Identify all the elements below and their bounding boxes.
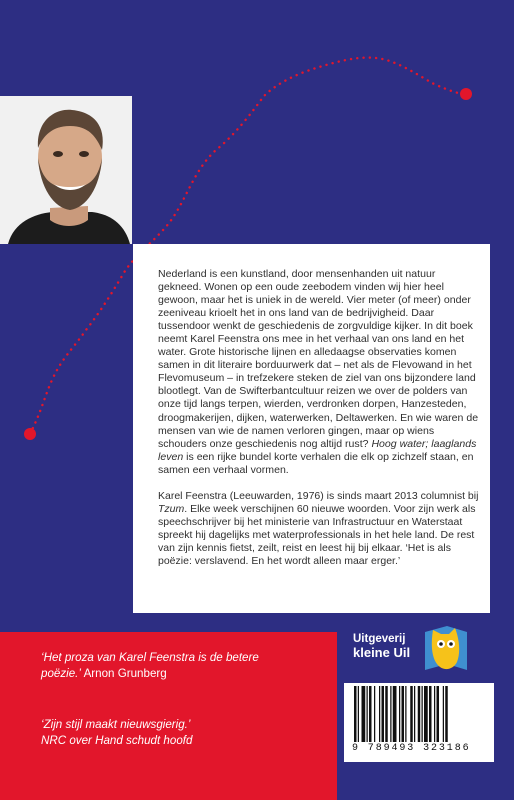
isbn-number: 9 789493 323186 <box>352 743 471 754</box>
bio-rest: . Elke week verschijnen 60 nieuwe woorden. Voor zijn werk als speechschrijver bij het ministerie van Infrastructuur en Waterstaat spreekt hij dagelijks met waterprofessionals in het hele land. De rest van zijn kennis fietst, zeilt, reist en leest hij bij elkaar. ‘Het is als poëzie: verslavend. En het wordt alleen maar erger.’ <box>158 503 476 568</box>
publisher-line-1: Uitgeverij <box>353 633 406 645</box>
barcode-icon <box>348 686 493 742</box>
review-quote-2 <box>41 717 301 749</box>
back-cover-blurb <box>158 268 481 477</box>
author-bio <box>158 490 481 568</box>
quote-1-author: Arnon Grunberg <box>83 667 167 680</box>
quote-2-text: ‘Zijn stijl maakt nieuwsgierig.’ <box>41 718 191 731</box>
blurb-text: Nederland is een kunstland, door mensenhanden uit natuur gekneed. Wonen op een oude zeebodem vinden wij hier heel gewoon, maar het is uniek in de wereld. Vier meter (of meer) onder zeeniveau krioelt het in ons land van de bedrijvigheid. Daar tussendoor wenkt de geschiedenis de zorgvuldige kijker. In dit boek neemt Karel Feenstra ons mee in het verhaal van ons land en het water. Grote historische lijnen en alledaagse observaties komen samen in dit literaire borduurwerk dat – net als de Flevowand in het Flevomuseum – in trefzekere steken de ziel van ons bijzondere land blootlegt. Van de Swifterbantcultuur reizen we over de polders van onze tijd langs terpen, wierden, verdronken dorpen, Hanzesteden, droogmakerijen, dijken, waterwerken, Deltawerken. En wie waren de mensen van wie de namen verloren gingen, maar op wiens schouders onze geschiedenis nog altijd rust? <box>158 268 479 450</box>
quote-2-author: NRC over Hand schudt hoofd <box>41 734 193 747</box>
publisher-line-2: kleine Uil <box>353 645 411 660</box>
barcode-area <box>344 683 494 762</box>
publisher-name <box>353 633 423 659</box>
author-photo <box>0 96 132 244</box>
review-quote-1 <box>41 650 301 682</box>
bio-lead: Karel Feenstra (Leeuwarden, 1976) is sinds maart 2013 columnist bij <box>158 490 479 502</box>
bio-outlet: Tzum <box>158 503 185 516</box>
blurb-title-tail: is een rijke bundel korte verhalen die elk op zichzelf staan, en samen een verhaal vormen. <box>158 450 474 476</box>
book-title: Hoog water; laaglands leven <box>158 437 477 463</box>
author-portrait-icon <box>0 96 132 244</box>
quote-1-text: ‘Het proza van Karel Feenstra is de betere poëzie.’ <box>41 651 259 680</box>
owl-logo-icon <box>419 620 473 674</box>
